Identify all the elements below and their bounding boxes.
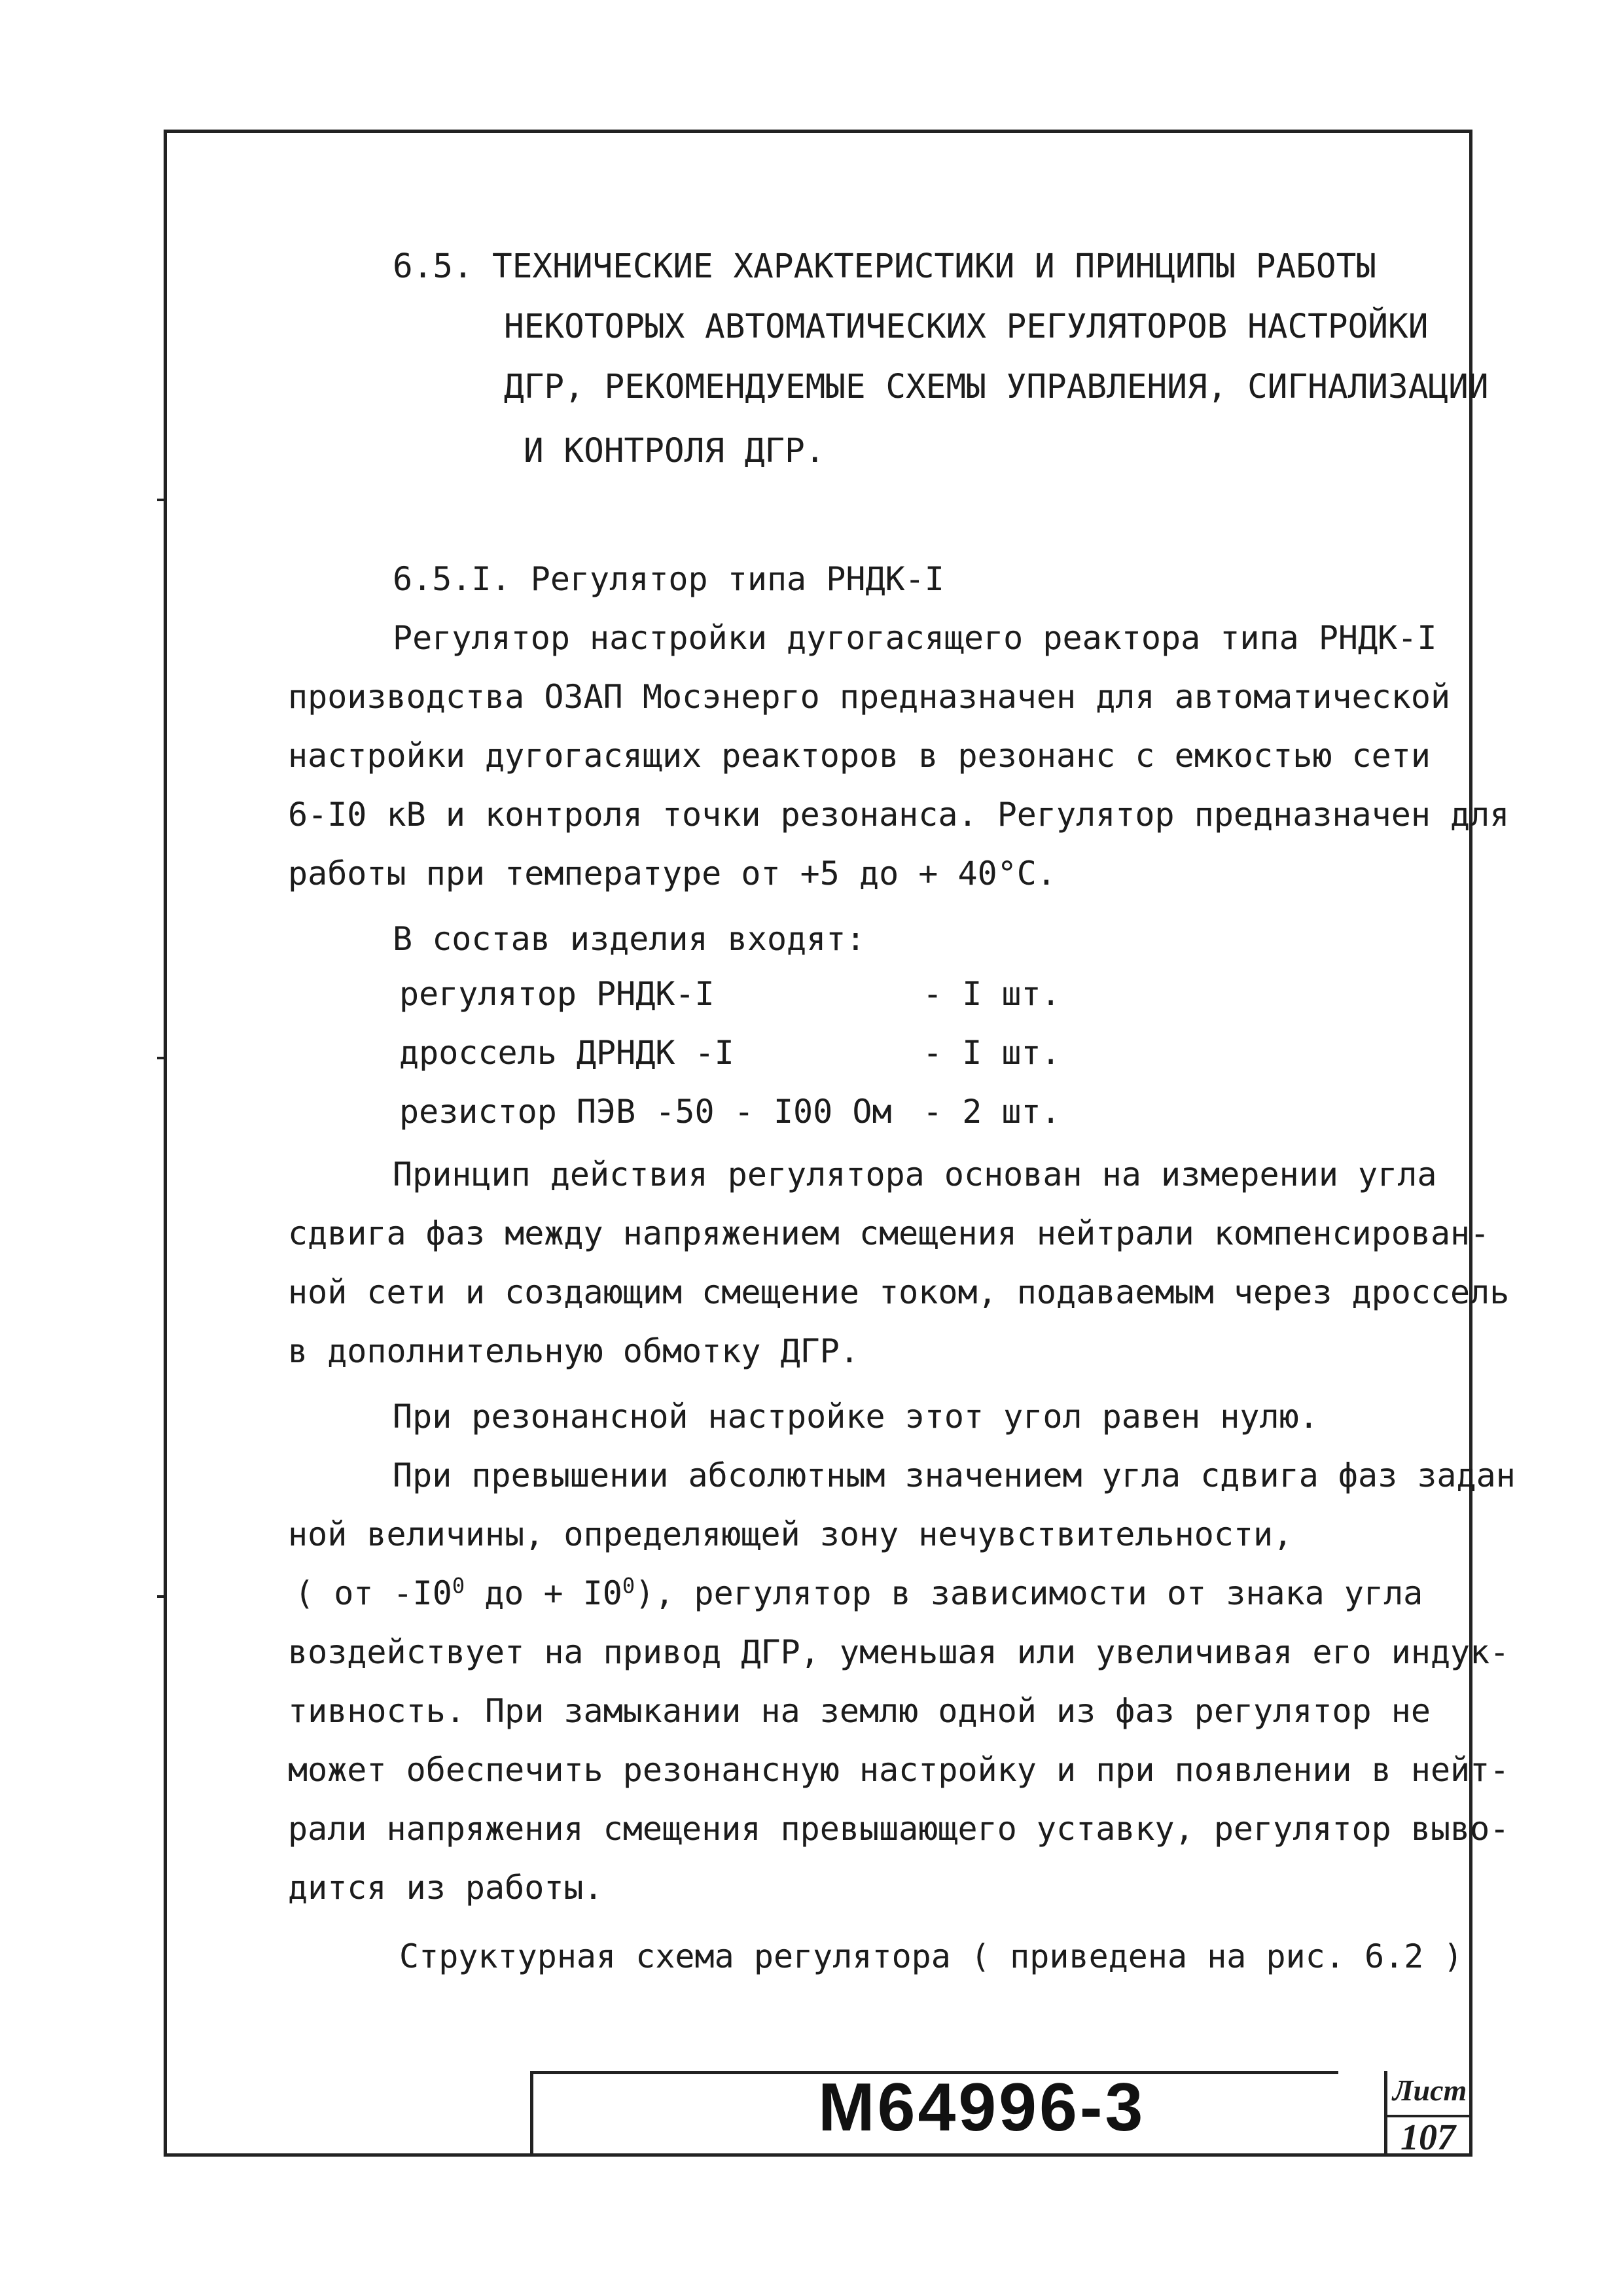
section-title-line-4: И КОНТРОЛЯ ДГР. [524,432,825,470]
paragraph-line: сдвига фаз между напряжением смещения нейтрали компенсирован- [288,1214,1490,1252]
paragraph-line: дится из работы. [288,1869,603,1907]
paragraph-line: настройки дугогасящих реакторов в резонанс с емкостью сети [288,737,1431,775]
paragraph-line: 6-I0 кВ и контроля точки резонанса. Регулятор предназначен для [288,796,1510,834]
section-number: 6.5. [393,247,473,286]
paragraph-line: ной величины, определяющей зону нечувствительности, [288,1515,1293,1553]
paragraph-line: При превышении абсолютным значением угла сдвига фаз задан [393,1457,1516,1494]
document-code: М64996-3 [818,2070,1146,2146]
margin-tick [157,499,166,501]
subsection-heading: 6.5.I. Регулятор типа РНДК-I [393,560,944,598]
paragraph-line: работы при температуре от +5 до + 40°С. [288,855,1056,892]
paragraph-line: воздействует на привод ДГР, уменьшая или увеличивая его индук- [288,1633,1510,1671]
paragraph-structure: Структурная схема регулятора ( приведена на рис. 6.2 ) [399,1937,1463,1975]
list-item: регулятор РНДК-I [399,975,715,1013]
paragraph-line: производства ОЗАП Мосэнерго предназначен для автоматической [288,678,1451,716]
paragraph-line: рали напряжения смещения превышающего уставку, регулятор выво- [288,1810,1510,1848]
paragraph-line: Регулятор настройки дугогасящего реактора типа РНДК-I [393,619,1437,657]
paragraph-resonance: При резонансной настройке этот угол равен нулю. [393,1398,1319,1436]
sheet-number: 107 [1400,2117,1455,2158]
margin-tick [157,1595,166,1598]
paragraph-line: ( от $-I0^0$ до + $I0^0$), регулятор в зависимости от знака угла [294,1573,1423,1612]
margin-tick [157,1057,166,1059]
list-item: резистор ПЭВ -50 - I00 Ом [399,1093,892,1131]
section-title-line-1: ТЕХНИЧЕСКИЕ ХАРАКТЕРИСТИКИ И ПРИНЦИПЫ РАБОТЫ [492,247,1377,286]
list-item-qty: - I шт. [923,1034,1061,1072]
list-item-qty: - I шт. [923,975,1061,1013]
paragraph-line: тивность. При замыкании на землю одной из фаз регулятор не [288,1692,1431,1730]
sheet-label: Лист [1393,2074,1467,2107]
paragraph-line: в дополнительную обмотку ДГР. [288,1332,859,1370]
composition-intro: В состав изделия входят: [393,920,866,958]
section-title-line-3: ДГР, РЕКОМЕНДУЕМЫЕ СХЕМЫ УПРАВЛЕНИЯ, СИГНАЛИЗАЦИИ [504,368,1489,406]
paragraph-line: может обеспечить резонансную настройку и при появлении в нейт- [288,1751,1510,1789]
paragraph-line: ной сети и создающим смещение током, подаваемым через дроссель [288,1273,1510,1311]
list-item-qty: - 2 шт. [923,1093,1061,1131]
section-title-line-2: НЕКОТОРЫХ АВТОМАТИЧЕСКИХ РЕГУЛЯТОРОВ НАСТРОЙКИ [504,308,1429,346]
paragraph-line: Принцип действия регулятора основан на измерении угла [393,1156,1437,1193]
list-item: дроссель ДРНДК -I [399,1034,734,1072]
